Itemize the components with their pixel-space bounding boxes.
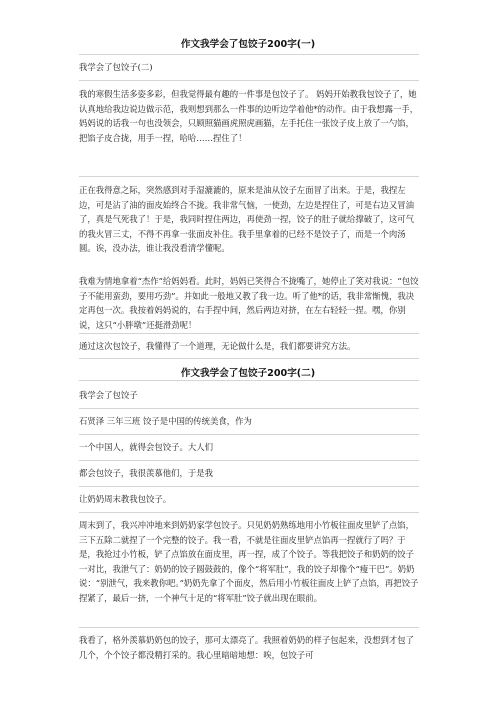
divider	[79, 358, 419, 359]
paragraph-3: 我难为情地拿着“杰作”给妈妈看。此时，妈妈已笑得合不拢嘴了，她停止了笑对我说：“包饺子不能用蛮劲，要用巧劲”。并如此一般地又教了我一边。听了他*的话，我非常惭愧，我决定再包一次。我按着妈妈说的，右手捏中间，然后两边对挤，在左右轻轻一捏。嘿，你别说，这只“小胖墩”还挺滑劲呢！	[79, 276, 419, 330]
divider	[79, 627, 419, 628]
intro-line-2: 一个中国人，就得会包饺子。大人们	[79, 442, 213, 452]
divider	[79, 434, 419, 435]
paragraph-1: 我的寒假生活多姿多彩，但我觉得最有趣的一件事是包饺子了。 妈妈开始教我包饺子了，她认真地给我边说边做示范，我则想到那么一件事的边听边学着他*的动作。由于我想露一手，妈妈说的话我一句也没领会，只顾照猫画虎照虎画猫，左手托住一张饺子皮上放了一勺馅，把馅子皮合拢，用手一捏，哈哈……捏住了！	[79, 89, 419, 143]
divider	[79, 486, 419, 487]
divider	[79, 54, 419, 55]
essay-title-1: 作文我学会了包饺子200字(一)	[180, 39, 316, 50]
intro-line-1: 石贤泽 三年三班 饺子是中国的传统美食，作为	[79, 416, 252, 426]
essay-title-2: 作文我学会了包饺子200字(二)	[180, 368, 316, 379]
divider	[79, 460, 419, 461]
divider	[79, 80, 419, 81]
essay-subtitle-2: 我学会了包饺子	[79, 390, 138, 400]
paragraph-2: 正在我得意之际，突然感到对手湿漉漉的，原来是油从饺子左面冒了出来。于是，我捏左边，可是沾了油的面皮始终合不拢。我非常气恼，一使劲，左边是捏住了，可是右边又冒油了，真是气死我了！于是，我同时捏住两边，再使劲一捏，饺子的肚子就给撑破了，这可气的我火冒三丈，不得不再拿一张面皮补住。我手里拿着的已经不是饺子了，而是一个肉汤圆。诶，没办法，谁让我没看清学懂呢。	[79, 185, 414, 253]
intro-line-3: 都会包饺子，我很羡慕他们，于是我	[79, 468, 213, 478]
divider	[79, 380, 419, 381]
divider	[79, 408, 419, 409]
paragraph-4: 通过这次包饺子，我懂得了一个道理，无论做什么是，我们都要讲究方法。	[79, 341, 356, 351]
divider	[79, 333, 419, 334]
paragraph-6: 我看了，格外羡慕奶奶包的饺子，那可太漂亮了。我照着奶奶的样子包起来，没想到才包了几个，个个饺子都没精打采的。我心里暗暗地想：唉，包饺子可	[79, 635, 414, 660]
paragraph-5: 周末到了，我兴冲冲地来到奶奶家学包饺子。只见奶奶熟练地用小竹板往面皮里铲了点馅，三下五除二就捏了一个完整的饺子。我一看，不就是往面皮里铲点馅再一捏就行了吗？于是，我抢过小竹板，铲了点馅放在面皮里，再一捏，成了个饺子。等我把饺子和奶奶的饺子一对比，我泄气了：奶奶的饺子圆鼓鼓的，像个“将军肚”，我的饺子却像个“瘦干巴”。奶奶说：“别泄气，我来教你吧。”奶奶先拿了个面皮，然后用小竹板往面皮上铲了点馅，再把饺子捏紧了，最后一挤，一个神气十足的“将军肚”饺子就出现在眼前。	[79, 520, 419, 603]
divider	[79, 512, 419, 513]
intro-line-4: 让奶奶周末教我包饺子。	[79, 494, 172, 504]
essay-subtitle-1: 我学会了包饺子(二)	[79, 62, 153, 72]
divider	[79, 176, 419, 177]
